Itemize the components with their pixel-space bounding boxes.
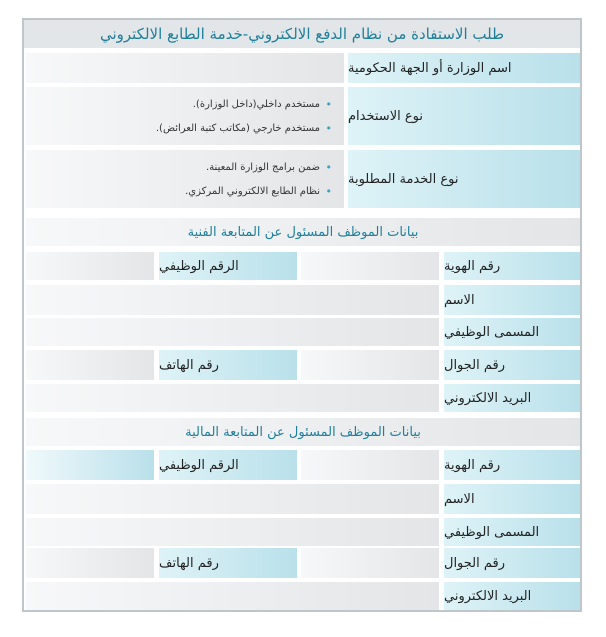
technical-employee-no-field[interactable]: [26, 252, 154, 280]
technical-name-field[interactable]: [26, 285, 439, 315]
financial-section-title: بيانات الموظف المسئول عن المتابعة المالية: [26, 418, 580, 446]
usage-option-internal[interactable]: • مستخدم داخلي(داخل الوزارة).: [26, 93, 320, 117]
usage-type-label: نوع الاستخدام: [348, 87, 580, 145]
financial-name-label: الاسم: [444, 484, 580, 514]
service-options: [26, 150, 344, 208]
technical-name-label: الاسم: [444, 285, 580, 315]
technical-phone-label: رقم الهاتف: [159, 350, 297, 380]
financial-email-field[interactable]: [26, 582, 439, 610]
financial-name-field[interactable]: [26, 484, 439, 514]
technical-section-title: بيانات الموظف المسئول عن المتابعة الفنية: [26, 218, 580, 246]
technical-email-field[interactable]: [26, 384, 439, 412]
form-title: طلب الاستفادة من نظام الدفع الالكتروني-خدمة الطابع الالكتروني: [24, 20, 580, 48]
service-option-ministry[interactable]: • ضمن برامج الوزارة المعينة.: [26, 156, 320, 180]
technical-mobile-label: رقم الجوال: [444, 350, 580, 380]
technical-email-label: البريد الالكتروني: [444, 384, 580, 412]
financial-job-title-field[interactable]: [26, 518, 439, 546]
service-type-label: نوع الخدمة المطلوبة: [348, 150, 580, 208]
ministry-field[interactable]: [26, 53, 344, 83]
financial-id-label: رقم الهوية: [444, 450, 580, 480]
financial-id-field[interactable]: [301, 450, 439, 480]
financial-employee-no-label: الرقم الوظيفي: [159, 450, 297, 480]
technical-id-label: رقم الهوية: [444, 252, 580, 280]
technical-id-field[interactable]: [301, 252, 439, 280]
usage-option-external[interactable]: • مستخدم خارجي (مكاتب كتبة العرائض).: [26, 117, 320, 141]
ministry-label: اسم الوزارة أو الجهة الحكومية: [348, 53, 580, 83]
financial-email-label: البريد الالكتروني: [444, 582, 580, 610]
financial-mobile-field[interactable]: [301, 548, 439, 578]
service-option-central[interactable]: • نظام الطابع الالكتروني المركزي.: [26, 180, 320, 204]
technical-job-title-label: المسمى الوظيفي: [444, 318, 580, 346]
financial-mobile-label: رقم الجوال: [444, 548, 580, 578]
financial-job-title-label: المسمى الوظيفي: [444, 518, 580, 546]
financial-phone-label: رقم الهاتف: [159, 548, 297, 578]
technical-employee-no-label: الرقم الوظيفي: [159, 252, 297, 280]
usage-options: [26, 87, 344, 145]
financial-phone-field[interactable]: [26, 548, 154, 578]
technical-phone-field[interactable]: [26, 350, 154, 380]
financial-employee-no-field[interactable]: [26, 450, 154, 480]
technical-mobile-field[interactable]: [301, 350, 439, 380]
technical-job-title-field[interactable]: [26, 318, 439, 346]
